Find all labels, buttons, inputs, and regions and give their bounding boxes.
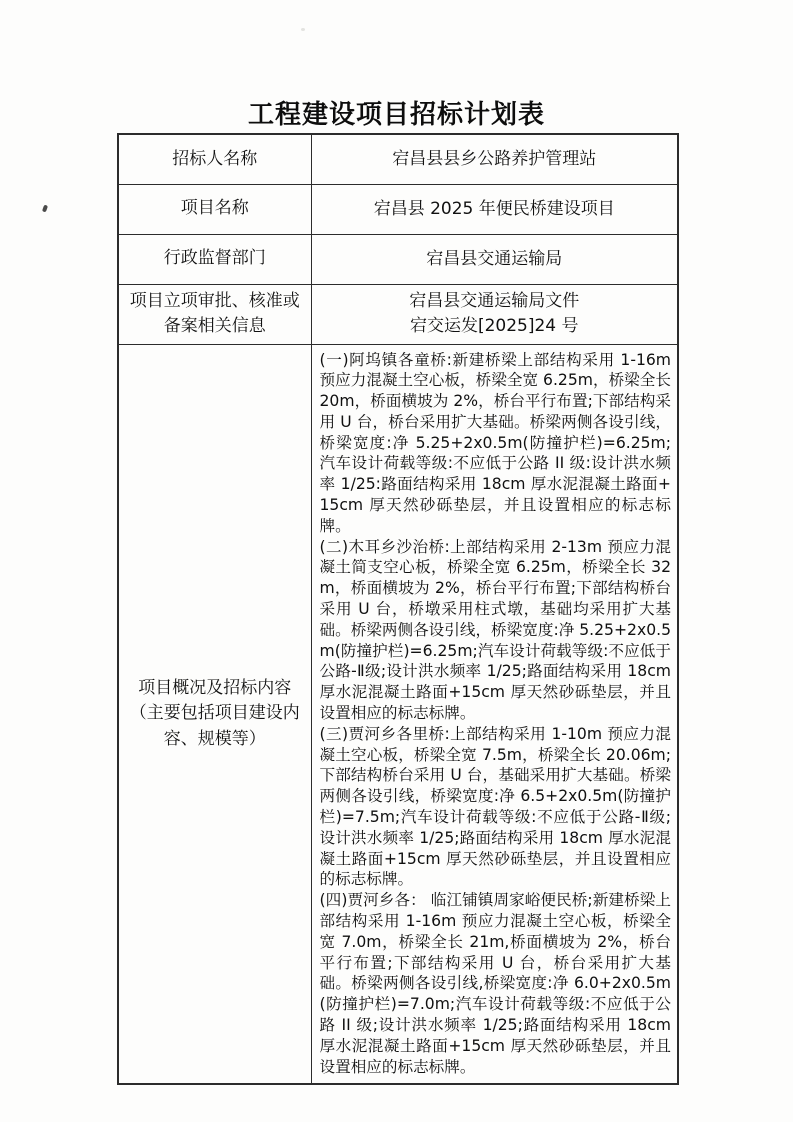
- table-row-project-name: [118, 184, 678, 234]
- table-row-bidder-name: [118, 134, 678, 184]
- row-value-project-name: 宕昌县 2025 年便民桥建设项目: [311, 184, 678, 234]
- row-value-project-overview: [311, 344, 678, 1084]
- approval-doc-line: 宕昌县交通运输局文件: [409, 291, 580, 312]
- bidding-plan-table: [117, 133, 679, 1085]
- scan-artifact: [301, 28, 305, 31]
- bridge-paragraph-1: (一)阿坞镇各童桥:新建桥梁上部结构采用 1-16m 预应力混凝土空心板，桥梁全宽 6.25m，桥梁全长 20m，桥面横坡为 2%，桥台平行布置;下部结构采用 U 台，桥台采用扩大基础。桥梁两侧各设引线，桥梁宽度:净 5.25+2x0.5m(防撞护栏)=6.25m;汽车设计荷载等级:不应低于公路 II 级:设计洪水频率 1/25:路面结构采用 18cm 厚水泥混凝土路面+15cm 厚天然砂砾垫层，并且设置相应的标志标牌。: [319, 350, 671, 535]
- table-row-supervision-dept: [118, 234, 678, 284]
- page-title: 工程建设项目招标计划表: [247, 100, 545, 130]
- row-label-project-overview: 项目概况及招标内容（主要包括项目建设内容、规模等）: [118, 344, 311, 1084]
- row-label-project-name: 项目名称: [118, 184, 311, 234]
- scan-artifact: [42, 205, 48, 213]
- row-label-bidder-name: 招标人名称: [118, 134, 311, 184]
- row-value-approval-info: [311, 284, 678, 344]
- row-value-supervision-dept: 宕昌县交通运输局: [311, 234, 678, 284]
- row-value-bidder-name: 宕昌县县乡公路养护管理站: [311, 134, 678, 184]
- row-label-approval-info: 项目立项审批、核准或备案相关信息: [118, 284, 311, 344]
- table-row-project-overview: [118, 344, 678, 1084]
- bridge-paragraph-4: (四)贾河乡各： 临江铺镇周家峪便民桥;新建桥梁上部结构采用 1-16m 预应力混凝土空心板，桥梁全宽 7.0m，桥梁全长 21m,桥面横坡为 2%，桥台平行布置;下部结构采用 U 台，桥台采用扩大基础。桥梁两侧各设引线,桥梁宽度:净 6.0+2x0.5m(防撞护栏)=7.0m;汽车设计荷载等级:不应低于公路 II 级;设计洪水频率 1/25;路面结构采用 18cm 厚水泥混凝土路面+15cm 厚天然砂砾垫层，并且设置相应的标志标牌。: [319, 891, 671, 1076]
- approval-doc-number: 宕交运发[2025]24 号: [409, 316, 579, 336]
- bridge-paragraph-3: (三)贾河乡各里桥:上部结构采用 1-10m 预应力混凝土空心板，桥梁全宽 7.5m，桥梁全长 20.06m;下部结构桥台采用 U 台，基础采用扩大基础。桥梁两侧各设引线，桥梁宽度:净 6.5+2x0.5m(防撞护栏)=7.5m;汽车设计荷载等级:不应低于公路-Ⅱ级;设计洪水频率 1/25;路面结构采用 18cm 厚水泥混凝土路面+15cm 厚天然砂砾垫层，并且设置相应的标志标牌。: [319, 724, 671, 889]
- table-row-approval-info: [118, 284, 678, 344]
- row-label-supervision-dept: 行政监督部门: [118, 234, 311, 284]
- bridge-paragraph-2: (二)木耳乡沙治桥:上部结构采用 2-13m 预应力混凝土简支空心板，桥梁全宽 6.25m，桥梁全长 32m，桥面横坡为 2%，桥台平行布置;下部结构桥台采用 U 台，桥墩采用柱式墩，基础均采用扩大基础。桥梁两侧各设引线，桥梁宽度:净 5.25+2x0.5m(防撞护栏)=6.25m;汽车设计荷载等级:不应低于公路-Ⅱ级;设计洪水频率 1/25;路面结构采用 18cm 厚水泥混凝土路面+15cm 厚天然砂砾垫层，并且设置相应的标志标牌。: [319, 537, 671, 723]
